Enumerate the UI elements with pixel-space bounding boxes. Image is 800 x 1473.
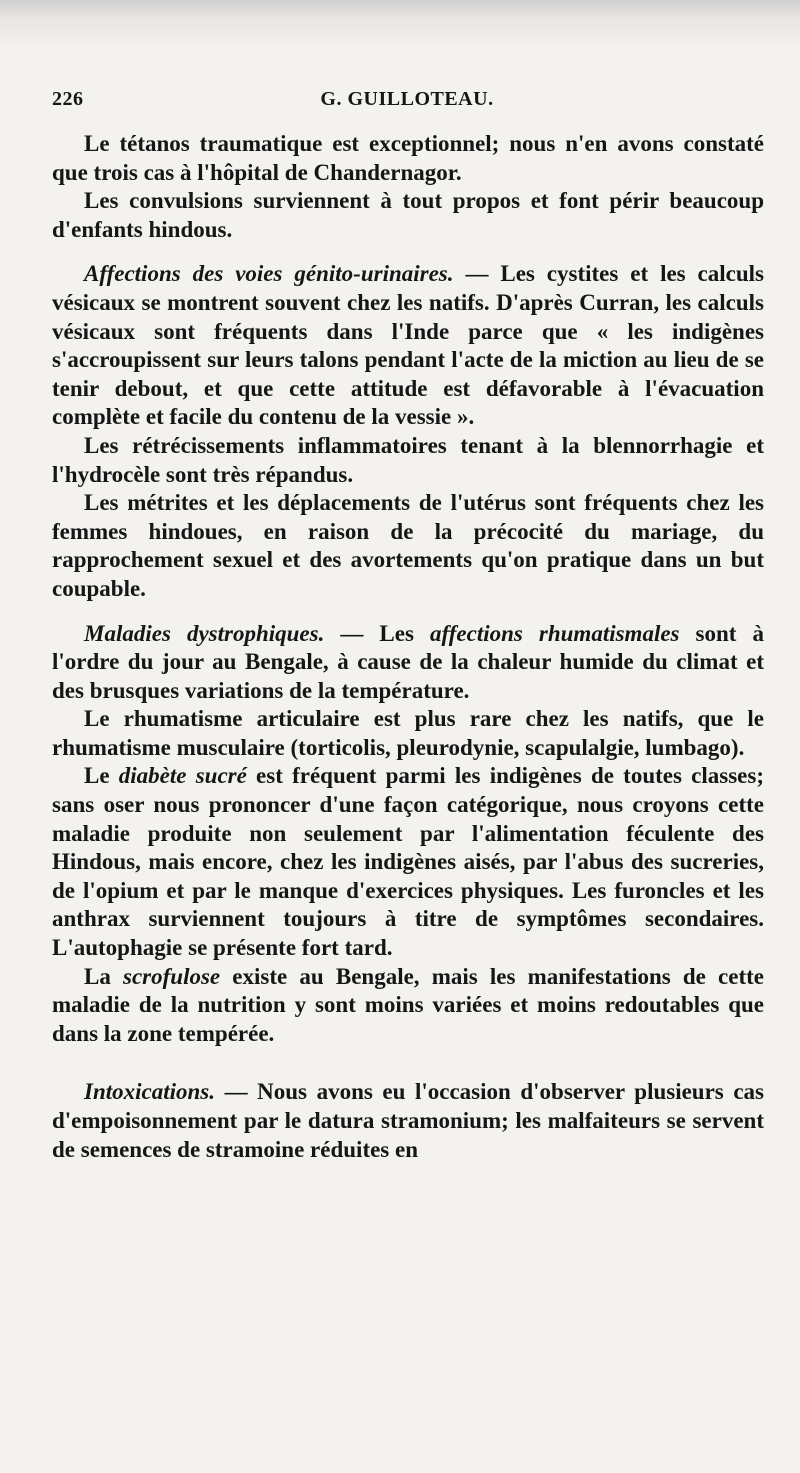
paragraph (52, 762, 764, 962)
text-run: Le (84, 763, 119, 789)
italic-run: diabète sucré (118, 763, 247, 789)
text-run: — Les (324, 620, 430, 646)
italic-run: Maladies dystrophiques. (84, 620, 325, 646)
italic-run: affections rhumatismales (430, 620, 680, 646)
text-run: est fréquent parmi les indigènes de toutes classes; sans oser nous prononcer d'une façon catégorique, nous croyons cette maladie produite non seulement par l'alimentation féculente des Hindous, mais encore, chez les indigènes aisés, par l'abus des sucreries, de l'opium et par le manque d'exercices physiques. Les furoncles et les anthrax surviennent toujours à titre de symptômes secondaires. L'autophagie se présente fort tard. (52, 763, 764, 961)
paragraph (52, 130, 764, 187)
text-run: Les métrites et les déplacements de l'utérus sont fréquents chez les femmes hindoues, en raison de la précocité du mariage, du rapprochement sexuel et des avortements qu'on pratique dans un but coupable. (52, 490, 764, 601)
text-run: existe au Bengale, mais les manifestations de cette maladie de la nutrition y sont moins variées et moins redoutables que dans la zone tempérée. (52, 963, 764, 1046)
body-text (52, 130, 764, 1164)
text-run: Le rhumatisme articulaire est plus rare chez les natifs, que le rhumatisme musculaire (torticolis, pleurodynie, scapulalgie, lumbago). (52, 706, 764, 760)
paragraph (52, 260, 764, 432)
text-run: Les rétrécissements inflammatoires tenant à la blennorrhagie et l'hydrocèle sont très répandus. (52, 432, 764, 487)
paragraph (52, 187, 764, 244)
paragraph (52, 963, 764, 1049)
paragraph (52, 620, 764, 706)
text-run: La (84, 963, 124, 989)
paragraph (52, 489, 764, 603)
running-header (52, 88, 762, 118)
text-run: Les convulsions surviennent à tout propos et font périr beaucoup d'enfants hindous. (52, 188, 764, 242)
running-title: G. GUILLOTEAU. (320, 88, 494, 110)
paragraph (52, 432, 764, 489)
text-run: Le tétanos traumatique est exceptionnel; nous n'en avons constaté que trois cas à l'hôpital de Chandernagor. (52, 131, 764, 185)
text-run: — Nous avons eu l'occasion d'observer plusieurs cas d'empoisonnement par le datura stramonium; les malfaiteurs se servent de semences de stramoine réduites en (52, 1079, 764, 1162)
paragraph (52, 1078, 764, 1164)
italic-run: Intoxications. (84, 1079, 216, 1105)
italic-run: Affections des voies génito-urinaires. (84, 261, 454, 287)
text-run: — Les cystites et les calculs vésicaux se montrent souvent chez les natifs. D'après Curran, les calculs vésicaux sont fréquents dans l'Inde parce que « les indigènes s'accroupissent sur leurs talons pendant l'acte de la miction au lieu de se tenir debout, et que cette attitude est défavorable à l'évacuation complète et facile du contenu de la vessie ». (52, 261, 764, 430)
paragraph (52, 705, 764, 762)
page-number: 226 (52, 88, 84, 110)
italic-run: scrofulose (123, 963, 221, 989)
text-run: sont à l'ordre du jour au Bengale, à cause de la chaleur humide du climat et des brusques variations de la température. (52, 620, 765, 703)
